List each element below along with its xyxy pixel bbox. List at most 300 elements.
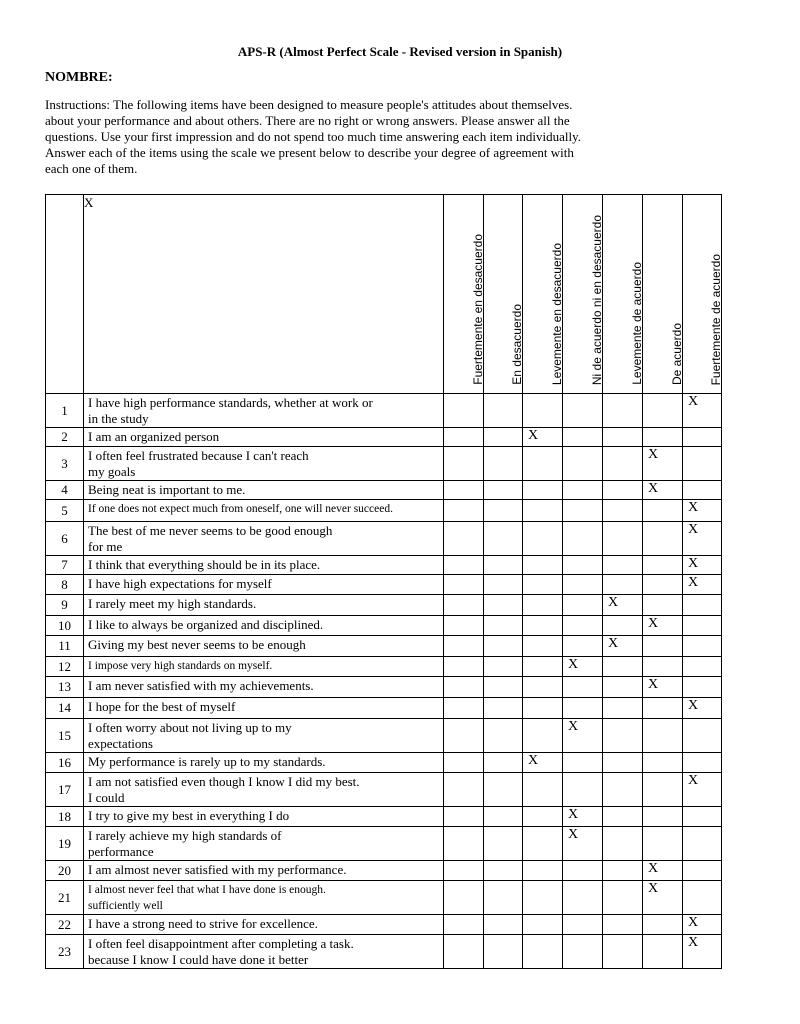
item-statement-line: sufficiently well xyxy=(88,900,163,912)
answer-cell[interactable] xyxy=(523,428,563,447)
scale-header-cell xyxy=(643,195,683,394)
answer-cell[interactable] xyxy=(523,935,563,969)
answer-mark: X xyxy=(688,556,699,571)
questionnaire-table xyxy=(45,194,722,969)
answer-cell[interactable] xyxy=(683,657,722,677)
item-statement-line: I am never satisfied with my achievements. xyxy=(88,678,314,693)
item-number: 13 xyxy=(46,677,84,698)
item-statement-line: I have a strong need to strive for excellence. xyxy=(88,916,318,931)
answer-cell[interactable] xyxy=(444,575,484,595)
item-statement xyxy=(84,481,444,500)
answer-cell[interactable] xyxy=(563,773,603,807)
answer-mark: X xyxy=(648,481,659,496)
answer-cell[interactable] xyxy=(563,935,603,969)
answer-cell[interactable] xyxy=(563,861,603,881)
questionnaire-row xyxy=(46,500,722,522)
answer-cell[interactable] xyxy=(603,500,643,522)
answer-cell[interactable] xyxy=(484,636,523,657)
answer-cell[interactable] xyxy=(603,935,643,969)
item-statement-line: my goals xyxy=(88,464,136,479)
answer-cell[interactable] xyxy=(484,428,523,447)
answer-cell[interactable] xyxy=(484,657,523,677)
answer-cell[interactable] xyxy=(683,753,722,773)
answer-cell[interactable] xyxy=(603,827,643,861)
item-number: 2 xyxy=(46,428,84,447)
answer-cell[interactable] xyxy=(643,595,683,616)
item-statement-line: Giving my best never seems to be enough xyxy=(88,637,306,652)
answer-mark: X xyxy=(528,428,539,443)
answer-cell[interactable] xyxy=(683,394,722,428)
answer-cell[interactable] xyxy=(444,773,484,807)
answer-cell[interactable] xyxy=(603,698,643,719)
item-statement-line: I could xyxy=(88,790,125,805)
item-statement-line: I am almost never satisfied with my performance. xyxy=(88,862,347,877)
item-statement-line: Being neat is important to me. xyxy=(88,482,246,497)
answer-cell[interactable] xyxy=(523,394,563,428)
questionnaire-row xyxy=(46,915,722,935)
item-statement xyxy=(84,522,444,556)
answer-cell[interactable] xyxy=(603,807,643,827)
item-number: 21 xyxy=(46,881,84,915)
item-number: 16 xyxy=(46,753,84,773)
item-number: 4 xyxy=(46,481,84,500)
answer-cell[interactable] xyxy=(563,447,603,481)
item-number: 14 xyxy=(46,698,84,719)
item-statement-line: for me xyxy=(88,539,123,554)
answer-cell[interactable] xyxy=(484,677,523,698)
answer-cell[interactable] xyxy=(523,677,563,698)
item-statement-line: I rarely meet my high standards. xyxy=(88,596,257,611)
answer-cell[interactable] xyxy=(444,447,484,481)
questionnaire-row xyxy=(46,881,722,915)
answer-cell[interactable] xyxy=(484,773,523,807)
answer-cell[interactable] xyxy=(444,881,484,915)
answer-cell[interactable] xyxy=(603,616,643,636)
answer-cell[interactable] xyxy=(603,915,643,935)
answer-cell[interactable] xyxy=(523,616,563,636)
item-statement-line: The best of me never seems to be good enough xyxy=(88,523,333,538)
answer-cell[interactable] xyxy=(603,861,643,881)
answer-mark: X xyxy=(608,636,619,651)
answer-cell[interactable] xyxy=(484,915,523,935)
answer-cell[interactable] xyxy=(444,861,484,881)
answer-cell[interactable] xyxy=(563,915,603,935)
answer-cell[interactable] xyxy=(683,522,722,556)
answer-cell[interactable] xyxy=(603,773,643,807)
answer-mark: X xyxy=(688,915,699,930)
item-number: 12 xyxy=(46,657,84,677)
answer-cell[interactable] xyxy=(603,447,643,481)
answer-cell[interactable] xyxy=(523,719,563,753)
item-statement xyxy=(84,595,444,616)
answer-cell[interactable] xyxy=(444,935,484,969)
scale-label: Ni de acuerdo ni en desacuerdo xyxy=(589,214,604,385)
answer-cell[interactable] xyxy=(603,677,643,698)
item-statement-line: I often feel disappointment after completing a task. xyxy=(88,936,354,951)
item-statement xyxy=(84,575,444,595)
answer-cell[interactable] xyxy=(563,807,603,827)
answer-cell[interactable] xyxy=(603,428,643,447)
item-statement-line: I think that everything should be in its place. xyxy=(88,557,321,572)
answer-cell[interactable] xyxy=(484,881,523,915)
answer-cell[interactable] xyxy=(603,657,643,677)
answer-cell[interactable] xyxy=(563,677,603,698)
instructions-line: Answer each of the items using the scale we present below to describe your degree of agreement with xyxy=(45,145,574,160)
answer-cell[interactable] xyxy=(603,556,643,575)
item-number: 5 xyxy=(46,500,84,522)
answer-cell[interactable] xyxy=(683,861,722,881)
answer-cell[interactable] xyxy=(603,595,643,616)
answer-mark: X xyxy=(608,595,619,610)
answer-cell[interactable] xyxy=(444,657,484,677)
instructions-line: Instructions: The following items have been designed to measure people's attitudes about themselves. xyxy=(45,97,573,112)
answer-cell[interactable] xyxy=(484,500,523,522)
answer-cell[interactable] xyxy=(523,556,563,575)
item-statement-line: I try to give my best in everything I do xyxy=(88,808,290,823)
item-number: 1 xyxy=(46,394,84,428)
answer-cell[interactable] xyxy=(643,677,683,698)
item-statement xyxy=(84,935,444,969)
questionnaire-row xyxy=(46,616,722,636)
questionnaire-row xyxy=(46,773,722,807)
item-statement xyxy=(84,753,444,773)
answer-cell[interactable] xyxy=(484,575,523,595)
questionnaire-row xyxy=(46,522,722,556)
answer-cell[interactable] xyxy=(563,481,603,500)
questionnaire-row xyxy=(46,481,722,500)
item-number: 9 xyxy=(46,595,84,616)
item-statement xyxy=(84,447,444,481)
answer-cell[interactable] xyxy=(643,500,683,522)
questionnaire-row xyxy=(46,595,722,616)
item-number: 23 xyxy=(46,935,84,969)
answer-cell[interactable] xyxy=(444,428,484,447)
item-statement-line: I impose very high standards on myself. xyxy=(88,660,273,672)
instructions xyxy=(45,97,685,177)
item-statement-line: in the study xyxy=(88,411,149,426)
answer-mark: X xyxy=(648,677,659,692)
answer-cell[interactable] xyxy=(484,698,523,719)
answer-cell[interactable] xyxy=(683,481,722,500)
questionnaire-row xyxy=(46,753,722,773)
scale-header-cell xyxy=(563,195,603,394)
answer-mark: X xyxy=(568,657,579,672)
answer-cell[interactable] xyxy=(683,575,722,595)
answer-cell[interactable] xyxy=(603,575,643,595)
answer-cell[interactable] xyxy=(484,394,523,428)
answer-cell[interactable] xyxy=(484,753,523,773)
item-statement xyxy=(84,827,444,861)
scale-label: En desacuerdo xyxy=(510,304,524,385)
answer-cell[interactable] xyxy=(563,636,603,657)
item-statement xyxy=(84,616,444,636)
item-number: 6 xyxy=(46,522,84,556)
answer-mark: X xyxy=(688,500,699,515)
answer-cell[interactable] xyxy=(523,575,563,595)
answer-cell[interactable] xyxy=(563,394,603,428)
answer-mark: X xyxy=(688,935,699,950)
answer-cell[interactable] xyxy=(683,827,722,861)
questionnaire-row xyxy=(46,698,722,719)
item-statement xyxy=(84,719,444,753)
questionnaire-row xyxy=(46,719,722,753)
answer-cell[interactable] xyxy=(563,657,603,677)
item-statement-line: I like to always be organized and disciplined. xyxy=(88,617,324,632)
item-statement xyxy=(84,915,444,935)
item-statement xyxy=(84,698,444,719)
answer-mark: X xyxy=(648,881,659,896)
item-number: 19 xyxy=(46,827,84,861)
item-statement xyxy=(84,500,444,522)
answer-cell[interactable] xyxy=(484,807,523,827)
answer-cell[interactable] xyxy=(643,428,683,447)
answer-mark: X xyxy=(688,773,699,788)
answer-cell[interactable] xyxy=(444,698,484,719)
answer-cell[interactable] xyxy=(563,827,603,861)
scale-header-cell xyxy=(523,195,563,394)
answer-cell[interactable] xyxy=(643,915,683,935)
answer-cell[interactable] xyxy=(444,915,484,935)
questionnaire-row xyxy=(46,575,722,595)
answer-cell[interactable] xyxy=(643,719,683,753)
answer-cell[interactable] xyxy=(523,481,563,500)
scale-label: Levemente de acuerdo xyxy=(629,262,644,385)
answer-cell[interactable] xyxy=(444,556,484,575)
answer-cell[interactable] xyxy=(523,753,563,773)
answer-cell[interactable] xyxy=(683,428,722,447)
answer-cell[interactable] xyxy=(643,881,683,915)
answer-mark: X xyxy=(688,394,699,409)
answer-mark: X xyxy=(568,827,579,842)
answer-cell[interactable] xyxy=(603,522,643,556)
answer-cell[interactable] xyxy=(523,595,563,616)
item-statement-line: I often worry about not living up to my xyxy=(88,720,292,735)
answer-cell[interactable] xyxy=(523,807,563,827)
answer-cell[interactable] xyxy=(603,753,643,773)
answer-cell[interactable] xyxy=(643,773,683,807)
item-statement-line: I often feel frustrated because I can't reach xyxy=(88,448,309,463)
answer-mark: X xyxy=(528,753,539,768)
questionnaire-row xyxy=(46,447,722,481)
item-statement xyxy=(84,807,444,827)
answer-cell[interactable] xyxy=(643,575,683,595)
answer-cell[interactable] xyxy=(683,915,722,935)
answer-cell[interactable] xyxy=(523,773,563,807)
answer-cell[interactable] xyxy=(444,595,484,616)
answer-cell[interactable] xyxy=(643,861,683,881)
answer-cell[interactable] xyxy=(484,447,523,481)
answer-cell[interactable] xyxy=(523,915,563,935)
item-statement-line: My performance is rarely up to my standards. xyxy=(88,754,326,769)
answer-mark: X xyxy=(568,807,579,822)
answer-cell[interactable] xyxy=(444,522,484,556)
answer-cell[interactable] xyxy=(563,500,603,522)
answer-mark: X xyxy=(568,719,579,734)
answer-cell[interactable] xyxy=(563,753,603,773)
answer-cell[interactable] xyxy=(643,522,683,556)
item-statement-line: performance xyxy=(88,844,154,859)
item-number: 11 xyxy=(46,636,84,657)
document-title: APS-R (Almost Perfect Scale - Revised version in Spanish) xyxy=(237,44,563,59)
answer-cell[interactable] xyxy=(523,827,563,861)
instructions-line: each one of them. xyxy=(45,161,138,176)
scale-header-cell xyxy=(603,195,643,394)
answer-cell[interactable] xyxy=(643,753,683,773)
answer-cell[interactable] xyxy=(523,657,563,677)
answer-cell[interactable] xyxy=(683,500,722,522)
answer-cell[interactable] xyxy=(643,935,683,969)
answer-cell[interactable] xyxy=(603,636,643,657)
answer-mark: X xyxy=(688,698,699,713)
questionnaire-row xyxy=(46,935,722,969)
answer-cell[interactable] xyxy=(683,773,722,807)
item-statement xyxy=(84,657,444,677)
answer-cell[interactable] xyxy=(444,616,484,636)
answer-cell[interactable] xyxy=(563,556,603,575)
item-statement-line: I rarely achieve my high standards of xyxy=(88,828,282,843)
questionnaire-row xyxy=(46,827,722,861)
answer-cell[interactable] xyxy=(643,636,683,657)
item-statement-line: If one does not expect much from oneself, one will never succeed. xyxy=(88,503,393,515)
answer-cell[interactable] xyxy=(683,698,722,719)
item-number: 20 xyxy=(46,861,84,881)
answer-cell[interactable] xyxy=(563,522,603,556)
answer-cell[interactable] xyxy=(523,500,563,522)
answer-cell[interactable] xyxy=(683,447,722,481)
answer-cell[interactable] xyxy=(523,861,563,881)
answer-cell[interactable] xyxy=(444,827,484,861)
scale-header-cell xyxy=(683,195,722,394)
questionnaire-row xyxy=(46,677,722,698)
scale-header-cell xyxy=(484,195,523,394)
answer-cell[interactable] xyxy=(683,881,722,915)
item-number: 8 xyxy=(46,575,84,595)
item-number: 10 xyxy=(46,616,84,636)
answer-cell[interactable] xyxy=(603,881,643,915)
answer-cell[interactable] xyxy=(643,616,683,636)
scale-label: Fuertemente en desacuerdo xyxy=(470,234,485,385)
answer-cell[interactable] xyxy=(484,861,523,881)
item-statement-line: because I know I could have done it better xyxy=(88,952,309,967)
scale-header-row xyxy=(46,195,722,394)
questionnaire-row xyxy=(46,428,722,447)
item-statement xyxy=(84,636,444,657)
answer-cell[interactable] xyxy=(563,428,603,447)
questionnaire-row xyxy=(46,861,722,881)
header-mark: X xyxy=(84,195,444,394)
questionnaire-row xyxy=(46,657,722,677)
answer-cell[interactable] xyxy=(603,481,643,500)
answer-cell[interactable] xyxy=(643,657,683,677)
item-number: 17 xyxy=(46,773,84,807)
questionnaire-row xyxy=(46,807,722,827)
answer-cell[interactable] xyxy=(683,677,722,698)
answer-cell[interactable] xyxy=(484,556,523,575)
answer-cell[interactable] xyxy=(563,881,603,915)
answer-cell[interactable] xyxy=(563,719,603,753)
answer-cell[interactable] xyxy=(444,719,484,753)
answer-cell[interactable] xyxy=(444,481,484,500)
answer-cell[interactable] xyxy=(643,698,683,719)
name-field-label: NOMBRE: xyxy=(45,70,113,85)
answer-cell[interactable] xyxy=(563,595,603,616)
answer-cell[interactable] xyxy=(683,595,722,616)
item-statement-line: expectations xyxy=(88,736,153,751)
answer-cell[interactable] xyxy=(523,698,563,719)
answer-cell[interactable] xyxy=(683,719,722,753)
answer-cell[interactable] xyxy=(563,575,603,595)
item-statement xyxy=(84,773,444,807)
item-statement-line: I have high performance standards, whether at work or xyxy=(88,395,373,410)
answer-cell[interactable] xyxy=(563,616,603,636)
item-statement xyxy=(84,428,444,447)
instructions-line: about your performance and about others. There are no right or wrong answers. Please answer all the xyxy=(45,113,570,128)
scale-label: Fuertemente de acuerdo xyxy=(709,253,723,385)
answer-cell[interactable] xyxy=(484,595,523,616)
answer-cell[interactable] xyxy=(643,447,683,481)
answer-cell[interactable] xyxy=(444,500,484,522)
answer-cell[interactable] xyxy=(643,807,683,827)
item-statement-line: I am an organized person xyxy=(88,429,220,444)
answer-cell[interactable] xyxy=(484,616,523,636)
answer-cell[interactable] xyxy=(484,719,523,753)
answer-cell[interactable] xyxy=(683,807,722,827)
answer-cell[interactable] xyxy=(484,522,523,556)
item-statement xyxy=(84,394,444,428)
instructions-line: questions. Use your first impression and do not spend too much time answering each item individually. xyxy=(45,129,582,144)
item-statement xyxy=(84,677,444,698)
answer-cell[interactable] xyxy=(444,677,484,698)
answer-mark: X xyxy=(648,616,659,631)
answer-cell[interactable] xyxy=(444,636,484,657)
answer-cell[interactable] xyxy=(444,807,484,827)
answer-cell[interactable] xyxy=(643,556,683,575)
answer-cell[interactable] xyxy=(563,698,603,719)
answer-cell[interactable] xyxy=(444,753,484,773)
answer-cell[interactable] xyxy=(523,447,563,481)
answer-cell[interactable] xyxy=(643,394,683,428)
scale-label: Levemente en desacuerdo xyxy=(549,242,564,385)
item-statement xyxy=(84,861,444,881)
questionnaire-row xyxy=(46,394,722,428)
answer-cell[interactable] xyxy=(683,636,722,657)
answer-cell[interactable] xyxy=(603,719,643,753)
answer-cell[interactable] xyxy=(523,881,563,915)
item-number: 7 xyxy=(46,556,84,575)
answer-cell[interactable] xyxy=(683,935,722,969)
item-number: 18 xyxy=(46,807,84,827)
scale-label: De acuerdo xyxy=(669,322,684,385)
questionnaire-row xyxy=(46,556,722,575)
item-statement xyxy=(84,556,444,575)
answer-cell[interactable] xyxy=(603,394,643,428)
answer-cell[interactable] xyxy=(643,481,683,500)
answer-cell[interactable] xyxy=(523,636,563,657)
answer-cell[interactable] xyxy=(523,522,563,556)
item-number: 22 xyxy=(46,915,84,935)
answer-cell[interactable] xyxy=(484,935,523,969)
item-statement-line: I have high expectations for myself xyxy=(88,576,272,591)
answer-cell[interactable] xyxy=(643,827,683,861)
item-statement-line: I almost never feel that what I have done is enough. xyxy=(88,884,326,896)
answer-cell[interactable] xyxy=(484,827,523,861)
answer-cell[interactable] xyxy=(683,556,722,575)
answer-cell[interactable] xyxy=(683,616,722,636)
answer-mark: X xyxy=(688,522,699,537)
answer-cell[interactable] xyxy=(484,481,523,500)
scale-header-cell xyxy=(444,195,484,394)
answer-cell[interactable] xyxy=(444,394,484,428)
